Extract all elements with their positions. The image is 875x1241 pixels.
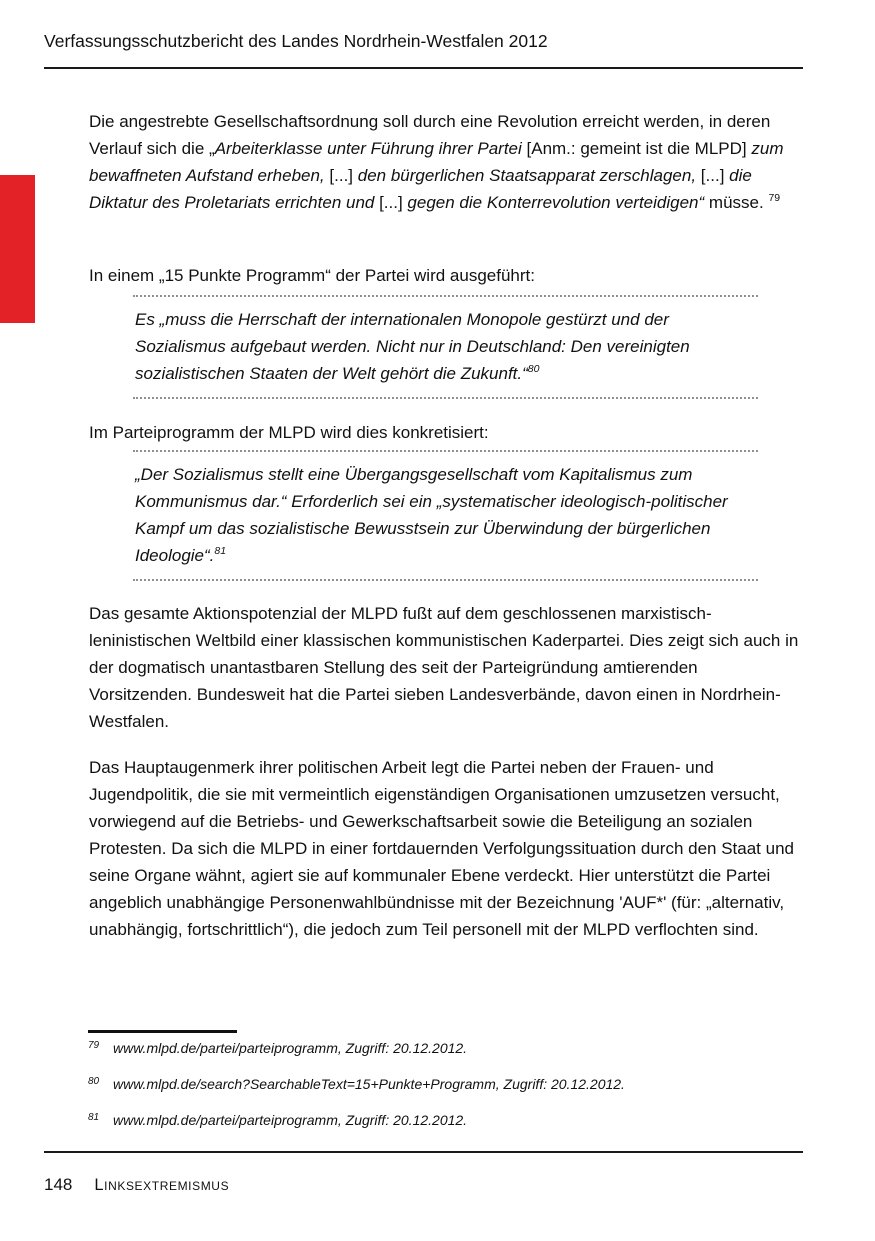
lead-in-15-punkte-programm: In einem „15 Punkte Programm“ der Partei wird ausgeführt:: [89, 266, 535, 285]
footnote-81: [88, 1110, 802, 1130]
page-footer: [44, 1172, 644, 1198]
footnote-separator: [88, 1030, 237, 1033]
quote-block-15-punkte: Es „muss die Herrschaft der internationalen Monopole gestürzt und der Sozialismus aufgebaut werden. Nicht nur in Deutschland: Den vereinigten sozialistischen Staaten der Welt gehört die Zukunft.“$^{80}$: [133, 295, 758, 399]
paragraph-hauptaugenmerk: Das Hauptaugenmerk ihrer politischen Arbeit legt die Partei neben der Frauen- und Jugendpolitik, die sie mit vermeintlich eigenständigen Organisationen umzusetzen versucht, vorwiegend auf die Betriebs- und Gewerkschaftsarbeit sowie die Beteiligung an sozialen Protesten. Da sich die MLPD in einer fortdauernden Verfolgungssituation durch den Staat und seine Organe wähnt, agiert sie auf kommunaler Ebene verdeckt. Hier unterstützt die Partei angeblich unabhängige Personenwahlbündnisse mit der Bezeichnung 'AUF*' (für: „alternativ, unabhängig, fortschrittlich“), die jedoch zum Teil personell mit der MLPD verflochten sind.: [89, 758, 794, 939]
page-number: 148: [44, 1175, 73, 1194]
header-divider: [44, 67, 803, 69]
footnote-list: [88, 1038, 802, 1146]
footer-divider: [44, 1151, 803, 1153]
page-title: Verfassungsschutzbericht des Landes Nordrhein-Westfalen 2012: [44, 31, 548, 51]
paragraph-revolution: Die angestrebte Gesellschaftsordnung soll durch eine Revolution erreicht werden, in deren Verlauf sich die „Arbeiterklasse unter Führung ihrer Partei [Anm.: gemeint ist die MLPD] zum bewaffneten Aufstand erheben, [...] den bürgerlichen Staatsapparat zerschlagen, [...] die Diktatur des Proletariats errichten und [...] gegen die Konterrevolution verteidigen“ müsse. $^{79}$: [89, 112, 784, 212]
paragraph-aktionspotenzial: Das gesamte Aktionspotenzial der MLPD fußt auf dem geschlossenen marxistisch-leninistischen Weltbild einer klassischen kommunistischen Kaderpartei. Dies zeigt sich auch in der dogmatisch unantastbaren Stellung des seit der Parteigründung amtierenden Vorsitzenden. Bundesweit hat die Partei sieben Landesverbände, davon einen in Nordrhein-Westfalen.: [89, 604, 799, 731]
footnote-text: www.mlpd.de/partei/parteiprogramm, Zugriff: 20.12.2012.: [113, 1040, 468, 1056]
quote-block-parteiprogramm: „Der Sozialismus stellt eine Übergangsgesellschaft vom Kapitalismus zum Kommunismus dar.“ Erforderlich sei ein „systematischer ideologisch-politischer Kampf um das sozialistische Bewusstsein zur Überwindung der bürgerlichen Ideologie“.$^{81}$: [133, 450, 758, 581]
footnote-80: [88, 1074, 802, 1094]
footnote-text: www.mlpd.de/search?SearchableText=15+Punkte+Programm, Zugriff: 20.12.2012.: [113, 1076, 625, 1092]
lead-in-parteiprogramm: Im Parteiprogramm der MLPD wird dies konkretisiert:: [89, 423, 489, 442]
footnote-text: www.mlpd.de/partei/parteiprogramm, Zugriff: 20.12.2012.: [113, 1112, 468, 1128]
footnote-79: [88, 1038, 802, 1058]
footnote-marker: 81: [88, 1112, 100, 1123]
footnote-marker: 79: [88, 1040, 100, 1051]
section-label: Linksextremismus: [94, 1176, 230, 1194]
red-margin-marker: [0, 175, 35, 323]
footnote-marker: 80: [88, 1076, 100, 1087]
